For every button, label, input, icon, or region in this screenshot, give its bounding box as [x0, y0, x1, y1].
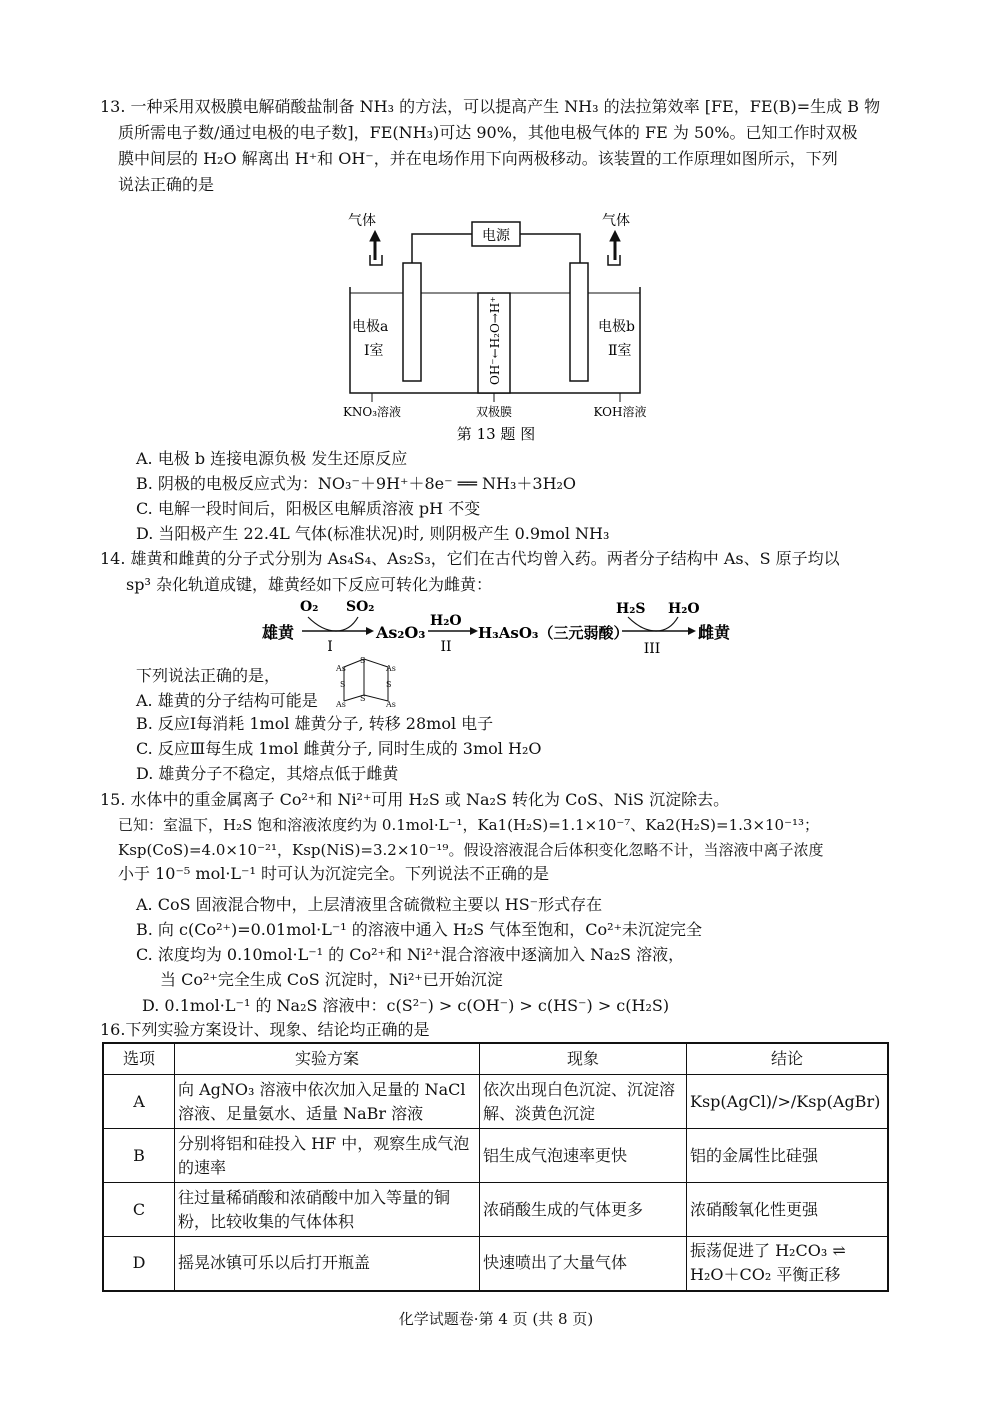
q14-option-b: B. 反应Ⅰ每消耗 1mol 雄黄分子, 转移 28mol 电子 [136, 714, 494, 733]
q14-line-1: 14. 雄黄和雌黄的分子式分别为 As₄S₄、As₂S₃，它们在古代均曾入药。两者分子结构中 As、S 原子均以 [100, 549, 840, 568]
scheme-h2o: H₂O [430, 613, 462, 629]
scheme-o2: O₂ [300, 599, 319, 615]
scheme-h2o-out: H₂O [668, 601, 700, 617]
table-row [103, 1075, 888, 1129]
row-option: D [103, 1237, 175, 1291]
row-plan: 向 AgNO₃ 溶液中依次加入足量的 NaCl 溶液、足量氨水、适量 NaBr 溶液 [175, 1075, 480, 1129]
reaction-scheme [262, 595, 742, 657]
row-option: B [103, 1129, 175, 1183]
q14-line-2: sp³ 杂化轨道成键，雄黄经如下反应可转化为雌黄： [126, 575, 492, 594]
header-conclusion: 结论 [687, 1043, 889, 1075]
scheme-end: 雌黄 [698, 623, 731, 642]
table-row [103, 1183, 888, 1237]
q13-line-1: 13. 一种采用双极膜电解硝酸盐制备 NH₃ 的方法，可以提高产生 NH₃ 的法拉第效率 [FE，FE(B)=生成 B 物 [100, 97, 881, 116]
scheme-step-3: III [643, 641, 661, 657]
gas-right-label: 气体 [602, 213, 630, 229]
q14-option-d: D. 雄黄分子不稳定，其熔点低于雌黄 [136, 764, 399, 783]
q14-option-a: A. 雄黄的分子结构可能是 [136, 691, 318, 710]
room-1-label: Ⅰ室 [364, 343, 384, 359]
scheme-h3aso3: H₃AsO₃（三元弱酸） [478, 624, 629, 642]
row-conclusion: Ksp(AgCl)/>/Ksp(AgBr) [687, 1075, 889, 1129]
electrolysis-cell-diagram [330, 205, 660, 450]
row-plan: 摇晃冰镇可乐以后打开瓶盖 [175, 1237, 480, 1291]
kno3-label: KNO₃溶液 [342, 405, 402, 419]
row-conclusion: 振荡促进了 H₂CO₃ ⇌ H₂O＋CO₂ 平衡正移 [687, 1237, 889, 1291]
power-label: 电源 [482, 228, 510, 244]
atom-as-tr: As [386, 664, 396, 673]
q15-option-b: B. 向 c(Co²⁺)=0.01mol·L⁻¹ 的溶液中通入 H₂S 气体至饱和，Co²⁺未沉淀完全 [136, 920, 703, 939]
q15-option-a: A. CoS 固液混合物中，上层清液里含硫微粒主要以 HS⁻形式存在 [136, 895, 603, 914]
header-plan: 实验方案 [175, 1043, 480, 1075]
atom-s-left: S [340, 680, 346, 689]
header-option: 选项 [103, 1043, 175, 1075]
atom-as-bl: As [336, 700, 346, 709]
row-phenomenon: 浓硝酸生成的气体更多 [480, 1183, 687, 1237]
scheme-start: 雄黄 [262, 623, 295, 642]
row-option: C [103, 1183, 175, 1237]
row-phenomenon: 快速喷出了大量气体 [480, 1237, 687, 1291]
scheme-h2s: H₂S [616, 601, 646, 617]
q15-line-3: Ksp(CoS)=4.0×10⁻²¹，Ksp(NiS)=3.2×10⁻¹⁹。假设溶液混合后体积变化忽略不计，当溶液中离子浓度 [118, 841, 824, 859]
table-header-row [103, 1043, 888, 1075]
figure-caption: 第 13 题 图 [456, 425, 536, 443]
room-2-label: Ⅱ室 [608, 343, 632, 359]
row-option: A [103, 1075, 175, 1129]
gas-left-label: 气体 [348, 213, 376, 229]
q15-option-c-cont: 当 Co²⁺完全生成 CoS 沉淀时，Ni²⁺已开始沉淀 [160, 970, 503, 989]
header-phenomenon: 现象 [480, 1043, 687, 1075]
electrode-a [403, 263, 421, 381]
experiment-table [102, 1042, 889, 1292]
atom-s-bottom: S [360, 694, 366, 703]
row-phenomenon: 铝生成气泡速率更快 [480, 1129, 687, 1183]
row-conclusion: 浓硝酸氧化性更强 [687, 1183, 889, 1237]
atom-s-top: S [360, 656, 366, 665]
electrode-a-label: 电极a [352, 319, 389, 335]
gas-left-arrow [370, 231, 380, 260]
q15-option-d: D. 0.1mol·L⁻¹ 的 Na₂S 溶液中：c(S²⁻) > c(OH⁻) > c(HS⁻) > c(H₂S) [142, 996, 670, 1015]
realgar-structure-diagram [330, 655, 402, 713]
q16-stem: 16.下列实验方案设计、现象、结论均正确的是 [100, 1020, 430, 1039]
q13-option-a: A. 电极 b 连接电源负极 发生还原反应 [136, 449, 408, 468]
membrane-ion-label: OH⁻←H₂O→H⁺ [488, 296, 502, 385]
row-plan: 往过量稀硝酸和浓硝酸中加入等量的铜粉，比较收集的气体体积 [175, 1183, 480, 1237]
electrode-b-label: 电极b [598, 319, 635, 335]
q13-option-c: C. 电解一段时间后，阳极区电解质溶液 pH 不变 [136, 499, 481, 518]
scheme-step-2: II [440, 639, 452, 655]
scheme-step-1: I [327, 639, 333, 655]
q13-option-d: D. 当阳极产生 22.4L 气体(标准状况)时, 则阴极产生 0.9mol NH₃ [136, 524, 610, 543]
gas-right-arrow [610, 231, 620, 260]
electrode-b [570, 263, 588, 381]
q15-line-1: 15. 水体中的重金属离子 Co²⁺和 Ni²⁺可用 H₂S 或 Na₂S 转化为 CoS、NiS 沉淀除去。 [100, 790, 730, 809]
q15-line-2: 已知：室温下，H₂S 饱和溶液浓度约为 0.1mol·L⁻¹，Ka1(H₂S)=1.1×10⁻⁷、Ka2(H₂S)=1.3×10⁻¹³； [118, 816, 820, 834]
row-phenomenon: 依次出现白色沉淀、沉淀溶解、淡黄色沉淀 [480, 1075, 687, 1129]
scheme-so2: SO₂ [346, 599, 375, 615]
table-row [103, 1237, 888, 1291]
q13-option-b: B. 阴极的电极反应式为：NO₃⁻＋9H⁺＋8e⁻ ══ NH₃＋3H₂O [136, 474, 577, 493]
row-plan: 分别将铝和硅投入 HF 中，观察生成气泡的速率 [175, 1129, 480, 1183]
membrane-label: 双极膜 [475, 405, 513, 419]
q13-line-3: 膜中间层的 H₂O 解离出 H⁺和 OH⁻，并在电场作用下向两极移动。该装置的工作原理如图所示，下列 [118, 149, 838, 168]
atom-as-br: As [386, 700, 396, 709]
q15-option-c: C. 浓度均为 0.10mol·L⁻¹ 的 Co²⁺和 Ni²⁺混合溶液中逐滴加入 Na₂S 溶液， [136, 945, 685, 964]
q13-line-2: 质所需电子数/通过电极的电子数]，FE(NH₃)可达 90%，其他电极气体的 FE 为 50%。已知工作时双极 [118, 123, 858, 142]
q13-line-4: 说法正确的是 [118, 175, 215, 194]
atom-as-tl: As [336, 664, 346, 673]
q15-line-4: 小于 10⁻⁵ mol·L⁻¹ 时可认为沉淀完全。下列说法不正确的是 [118, 864, 549, 883]
scheme-as2o3: As₂O₃ [376, 623, 426, 642]
koh-label: KOH溶液 [593, 405, 647, 419]
q14-stem: 下列说法正确的是， [136, 666, 281, 685]
page-footer: 化学试题卷·第 4 页 (共 8 页) [398, 1310, 594, 1328]
atom-s-right: S [386, 680, 392, 689]
row-conclusion: 铝的金属性比硅强 [687, 1129, 889, 1183]
q14-option-c: C. 反应Ⅲ每生成 1mol 雌黄分子, 同时生成的 3mol H₂O [136, 739, 542, 758]
table-row [103, 1129, 888, 1183]
